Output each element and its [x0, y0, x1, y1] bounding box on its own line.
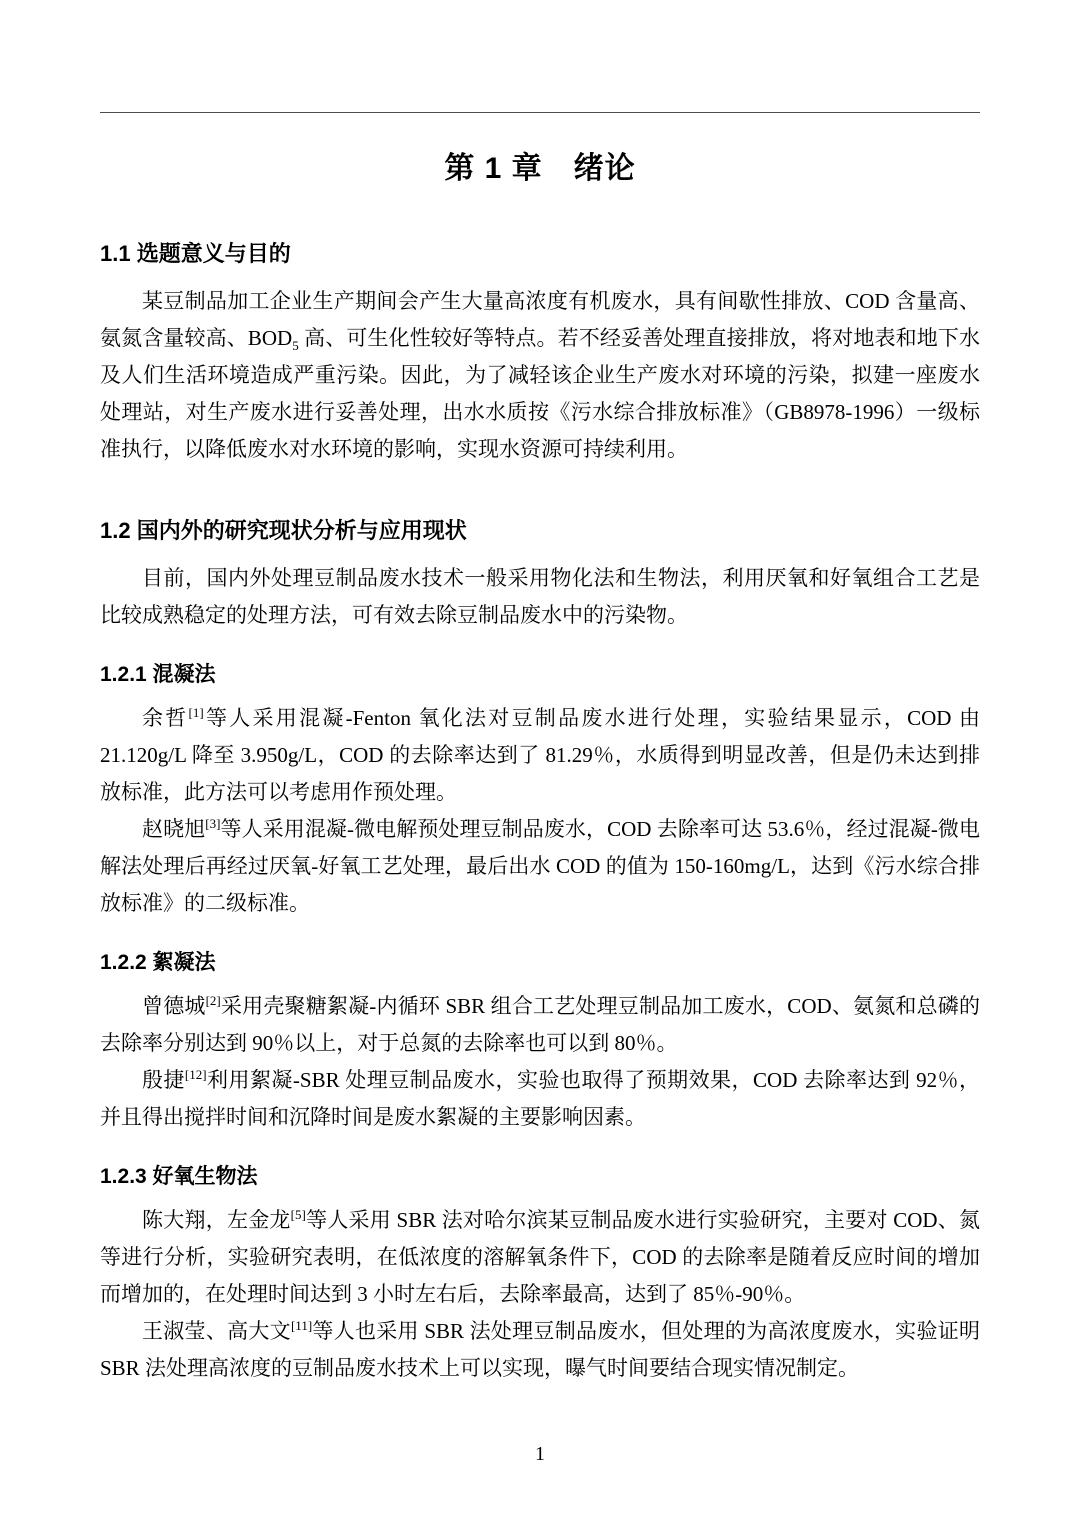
page-number: 1 — [535, 1443, 545, 1465]
section-heading-1-2-1: 1.2.1 混凝法 — [100, 663, 216, 686]
chapter-title: 第 1 章 绪论 — [444, 152, 636, 185]
paragraph-significance — [100, 283, 980, 468]
text-segment: 余哲 — [142, 706, 189, 730]
text-segment: 赵晓旭 — [142, 817, 206, 841]
header-rule — [100, 112, 980, 113]
text-segment: 采用壳聚糖絮凝-内循环 SBR 组合工艺处理豆制品加工废水，COD、氨氮和总磷的去除率分别达到 90％以上，对于总氮的去除率也可以到 80％。 — [100, 994, 980, 1055]
text-segment: 曾德城 — [142, 994, 206, 1018]
section-heading-1-2: 1.2 国内外的研究现状分析与应用现状 — [100, 518, 467, 543]
citation-ref-2: [2] — [205, 993, 221, 1008]
paragraph-coagulation-1 — [100, 700, 980, 811]
citation-ref-1: [1] — [188, 705, 204, 720]
text-segment: 等人也采用 SBR 法处理豆制品废水，但处理的为高浓度废水，实验证明 SBR 法处理高浓度的豆制品废水技术上可以实现，曝气时间要结合现实情况制定。 — [100, 1319, 981, 1380]
text-segment: 陈大翔，左金龙 — [142, 1208, 291, 1232]
citation-ref-3: [3] — [205, 816, 221, 831]
text-segment: 某豆制品加工企业生产期间会产生大量高浓度有机废水，具有间歇性排放、COD 含量高、氨氮含量较高、BOD — [100, 289, 980, 350]
citation-ref-11: [11] — [290, 1318, 313, 1333]
text-segment: 王淑莹、高大文 — [142, 1319, 291, 1343]
text-segment: 等人采用混凝-Fenton 氧化法对豆制品废水进行处理，实验结果显示，COD 由 21.120g/L 降至 3.950g/L，COD 的去除率达到了 81.29％，水质得到明显改善，但是仍未达到排放标准，此方法可以考虑用作预处理。 — [100, 706, 980, 804]
section-heading-1-2-2: 1.2.2 絮凝法 — [100, 951, 216, 974]
paragraph-coagulation-2 — [100, 811, 980, 922]
citation-ref-5: [5] — [290, 1207, 306, 1222]
text-segment: 殷捷 — [142, 1068, 185, 1092]
section-heading-1-1: 1.1 选题意义与目的 — [100, 241, 291, 266]
text-segment: 利用絮凝-SBR 处理豆制品废水，实验也取得了预期效果，COD 去除率达到 92％，并且得出搅拌时间和沉降时间是废水絮凝的主要影响因素。 — [100, 1068, 980, 1129]
paragraph-aerobic-1 — [100, 1202, 980, 1313]
text-segment: 高、可生化性较好等特点。若不经妥善处理直接排放，将对地表和地下水及人们生活环境造成严重污染。因此，为了减轻该企业生产废水对环境的污染，拟建一座废水处理站，对生产废水进行妥善处理，出水水质按《污水综合排放标准》（GB8978-1996）一级标准执行，以降低废水对水环境的影响，实现水资源可持续利用。 — [100, 326, 980, 461]
paragraph-flocculation-1 — [100, 988, 980, 1062]
subscript-bod5: 5 — [292, 338, 299, 354]
citation-ref-12: [12] — [184, 1067, 207, 1082]
paragraph-aerobic-2 — [100, 1313, 980, 1387]
paragraph-research-status: 目前，国内外处理豆制品废水技术一般采用物化法和生物法，利用厌氧和好氧组合工艺是比较成熟稳定的处理方法，可有效去除豆制品废水中的污染物。 — [100, 566, 980, 627]
text-segment: 等人采用混凝-微电解预处理豆制品废水，COD 去除率可达 53.6％，经过混凝-微电解法处理后再经过厌氧-好氧工艺处理，最后出水 COD 的值为 150-160mg/L，达到《污水综合排放标准》的二级标准。 — [100, 817, 980, 915]
paragraph-flocculation-2 — [100, 1062, 980, 1136]
text-segment: 等人采用 SBR 法对哈尔滨某豆制品废水进行实验研究，主要对 COD、氮等进行分析，实验研究表明，在低浓度的溶解氧条件下，COD 的去除率是随着反应时间的增加而增加的，在处理时间达到 3 小时左右后，去除率最高，达到了 85％-90％。 — [100, 1208, 981, 1306]
section-heading-1-2-3: 1.2.3 好氧生物法 — [100, 1165, 258, 1188]
